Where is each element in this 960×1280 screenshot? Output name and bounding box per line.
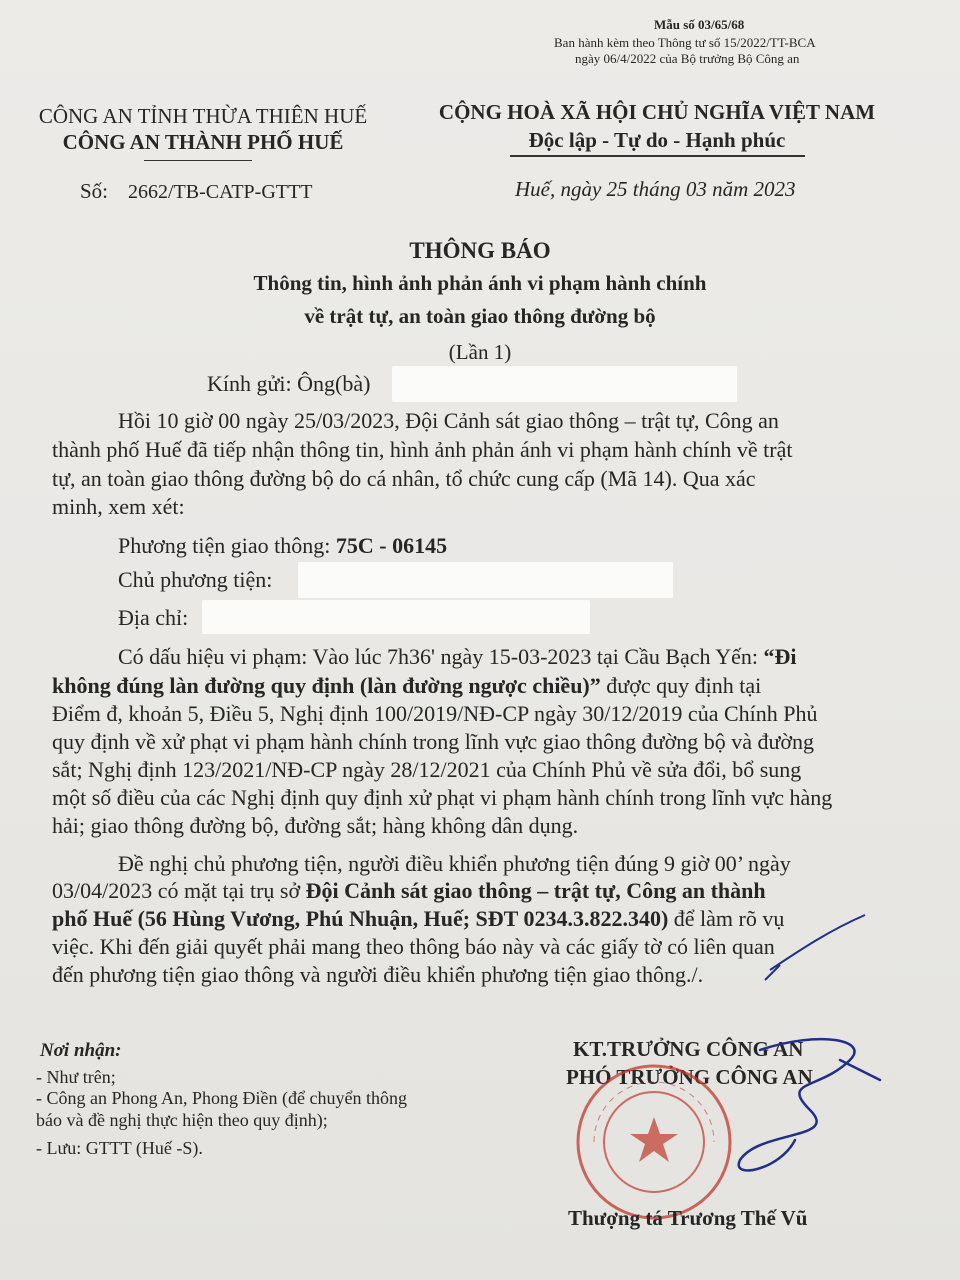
address-label: Địa chỉ: <box>118 605 189 630</box>
p3-line-4: việc. Khi đến giải quyết phải mang theo thông báo này và các giấy tờ có liên quan <box>52 934 775 959</box>
agency-unit: CÔNG AN THÀNH PHỐ HUẾ <box>62 130 344 154</box>
p2-line-3: sắt; Nghị định 123/2021/NĐ-CP ngày 28/12/2021 của Chính Phủ về sửa đổi, bổ sung <box>52 757 802 782</box>
p1-line-1: Hồi 10 giờ 00 ngày 25/03/2023, Đội Cảnh sát giao thông – trật tự, Công an <box>118 408 779 433</box>
place-date: Huế, ngày 25 tháng 03 năm 2023 <box>515 177 796 201</box>
vehicle-plate: 75C - 06145 <box>335 533 448 558</box>
doc-title: THÔNG BÁO <box>409 238 551 263</box>
agency-underline <box>144 160 252 161</box>
p2-line-5: hải; giao thông đường bộ, đường sắt; hàng không dân dụng. <box>52 813 579 838</box>
doc-subtitle-1: Thông tin, hình ảnh phản ánh vi phạm hành chính <box>253 271 707 295</box>
nation-name: CỘNG HOÀ XÃ HỘI CHỦ NGHĨA VIỆT NAM <box>438 100 876 124</box>
form-issued-date: ngày 06/4/2022 của Bộ trưởng Bộ Công an <box>575 51 800 66</box>
p3-line-3 <box>52 906 784 932</box>
signature-title-2: PHÓ TRƯỞNG CÔNG AN <box>566 1065 813 1089</box>
motto-underline <box>510 155 805 157</box>
vehicle-row <box>118 533 447 559</box>
addressee-label: Kính gửi: Ông(bà) <box>207 371 371 396</box>
form-issued-with: Ban hành kèm theo Thông tư số 15/2022/TT-BCA <box>554 35 816 50</box>
p1-line-2: thành phố Huế đã tiếp nhận thông tin, hình ảnh phản ánh vi phạm hành chính về trật <box>52 437 793 462</box>
p2-line-1: Điểm đ, khoản 5, Điều 5, Nghị định 100/2019/NĐ-CP ngày 30/12/2019 của Chính Phủ <box>52 701 818 726</box>
redacted-owner <box>298 562 673 598</box>
p1-line-4: minh, xem xét: <box>52 494 185 519</box>
handwritten-signature <box>700 1020 900 1220</box>
recipient-item: - Công an Phong An, Phong Điền (để chuyển thông <box>36 1088 407 1108</box>
vehicle-label: Phương tiện giao thông: <box>118 533 331 558</box>
recipient-item: - Lưu: GTTT (Huế -S). <box>36 1138 203 1158</box>
violation-tail: được quy định tại <box>606 673 762 698</box>
doc-subtitle-2: về trật tự, an toàn giao thông đường bộ <box>304 304 656 328</box>
recipients-heading: Nơi nhận: <box>40 1040 122 1061</box>
doc-round: (Lần 1) <box>448 340 512 364</box>
p1-line-3: tự, an toàn giao thông đường bộ do cá nhân, tổ chức cung cấp (Mã 14). Qua xác <box>52 466 756 491</box>
p2-line-4: một số điều của các Nghị định quy định xử phạt vi phạm hành chính trong lĩnh vực hàng <box>52 785 833 810</box>
doc-number: 2662/TB-CATP-GTTT <box>128 181 313 203</box>
agency-parent: CÔNG AN TỈNH THỪA THIÊN HUẾ <box>38 104 368 128</box>
signer-name: Thượng tá Trương Thế Vũ <box>568 1206 808 1230</box>
p3-line-1: Đề nghị chủ phương tiện, người điều khiển phương tiện đúng 9 giờ 00’ ngày <box>118 851 791 876</box>
owner-label: Chủ phương tiện: <box>118 567 273 592</box>
checkmark-annotation <box>760 910 870 990</box>
nation-motto: Độc lập - Tự do - Hạnh phúc <box>528 128 786 152</box>
violation-quote-start: “Đi <box>763 644 797 669</box>
form-number: Mẫu số 03/65/68 <box>654 17 745 32</box>
signature-title-1: KT.TRƯỞNG CÔNG AN <box>573 1037 804 1061</box>
p3-line-2 <box>52 878 766 904</box>
p3-address: phố Huế (56 Hùng Vương, Phú Nhuận, Huế; SĐT 0234.3.822.340) <box>52 906 669 931</box>
violation-line-1 <box>118 644 797 670</box>
redacted-addressee <box>392 366 737 402</box>
recipient-item: báo và đề nghị thực hiện theo quy định); <box>36 1110 328 1130</box>
p3-line-5: đến phương tiện giao thông và người điều khiển phương tiện giao thông./. <box>52 962 704 987</box>
recipient-item: - Như trên; <box>36 1067 116 1087</box>
p2-line-2: quy định về xử phạt vi phạm hành chính trong lĩnh vực giao thông đường bộ và đường <box>52 729 815 754</box>
doc-number-label: Số: <box>80 179 109 203</box>
violation-description: không đúng làn đường quy định (làn đường ngược chiều)” <box>52 673 601 698</box>
p3-unit: Đội Cảnh sát giao thông – trật tự, Công an thành <box>305 878 766 903</box>
p3-date: 03/04/2023 có mặt tại trụ sở <box>52 878 301 903</box>
redacted-address <box>202 600 590 634</box>
violation-line-2 <box>52 673 761 699</box>
violation-intro: Có dấu hiệu vi phạm: Vào lúc 7h36' ngày 15-03-2023 tại Cầu Bạch Yến: <box>118 644 759 669</box>
p3-purpose: để làm rõ vụ <box>673 906 785 931</box>
